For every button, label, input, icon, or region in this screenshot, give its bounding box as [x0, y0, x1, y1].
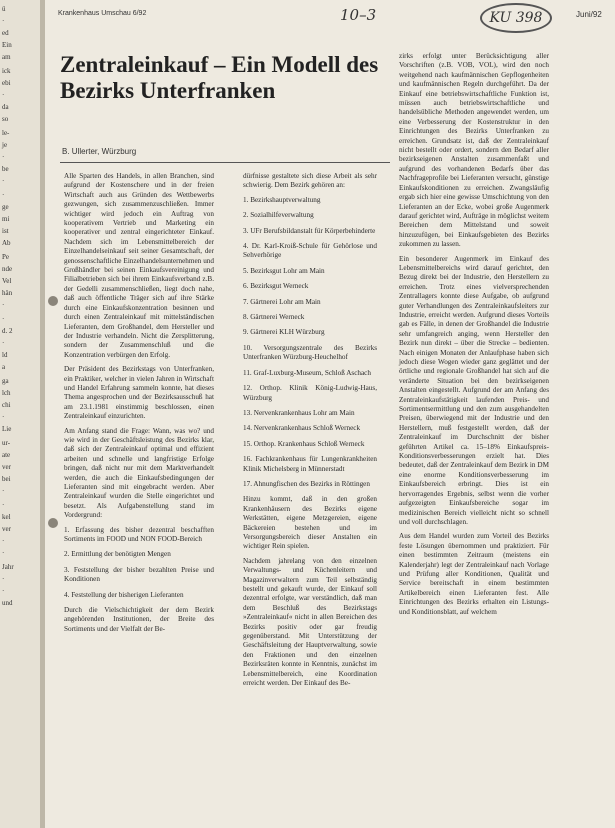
paragraph: zirks erfolgt unter Berücksichtigung aller Vorschriften (z.B. VOB, VOL), wird den noch weitgehend nach kaufmännischen Gepflogenheiten und kaufmännischen Regeln durchgeführt. Da der Einkauf eine betriebswirtschaftliche Funktion ist, müssen auch betriebswirtschaftliche und handelsübliche Methoden angewendet werden, um eine Verbesserung der Kostenstruktur in den Einrichtungen des Bezirks Unterfranken zu erreichen. Grundsatz ist, daß der Zentraleinkauf nicht bestellt oder ordert, sondern den Bedarf aller bezirkseigenen Anstalten zusammenfaßt und aufgrund des vorhandenen Bedarfs über das Nachfrageprofile bei Lieferanten versucht, günstige Einkaufskonditionen zu erreichen. Zwangsläufig ergab sich hier eine gewisse Umschichtung von den Lieferanten an der Ecke, wobei große Augenmerk darauf gerichtet wird, Aufträge in möglichst weitem Bereichen dem Mittelstand und soweit hinzuzufügen, bei Einkaufsgebieten des Bezirks zukommen zu lassen.	[399, 52, 549, 249]
institution-item: 14. Nervenkrankenhaus Schloß Werneck	[243, 424, 361, 433]
institution-item: 15. Orthop. Krankenhaus Schloß Werneck	[243, 439, 365, 448]
institution-item: 16. Fachkrankenhaus für Lungenkrankheiten Klinik Michelsberg in Münnerstadt	[243, 455, 377, 473]
margin-fragment: ·	[2, 91, 5, 99]
margin-fragment: ·	[2, 549, 5, 557]
margin-fragment: ld	[2, 351, 8, 359]
corner-date: Juni/92	[576, 10, 602, 19]
journal-header: Krankenhaus Umschau 6/92	[58, 10, 147, 17]
paragraph: Nachdem jahrelang von den einzelnen Verwaltungs- und Küchenleitern und Magazinverwaltern zum Teil selbständig bestellt und gekauft wurde, der Einkauf soll dezentral erfolgte, war verständlich, daß man dem Beschluß des Bezirkstags »Zentraleinkauf« nicht in allen Bereichen des Bezirks positiv oder gar freudig gegenüberstand. Mit Unterstützung der Geschäftsleitung der Hauptverwaltung, sowie den Fraktionen und den einzelnen Bezirksräten konnte in Kenntnis, zunächst im Lebensmittelbereich, eine Koordination erreicht werden. Der Einkauf des Be-	[243, 556, 377, 688]
paragraph: Aus dem Handel wurden zum Vorteil des Bezirks feste Lösungen übernommen und praktiziert. Für einen bestimmten Zeitraum (meistens ein Kalenderjahr) legt der Zentraleinkauf nach Vorlage und Prüfung aller Konditionen, Qualität und Service bereitschaft in einem bestimmten Artikelbereich einen Lieferanten fest. Alle Einrichtungen des Bezirks erhalten ein Listungs- und Konditionsblatt, auf welchem	[399, 532, 549, 616]
margin-fragment: Pe	[2, 253, 9, 261]
institution-item: 12. Orthop. Klinik König-Ludwig-Haus, Würzburg	[243, 384, 377, 402]
institution-item: 11. Graf-Luxburg-Museum, Schloß Aschach	[243, 368, 371, 377]
paragraph: Am Anfang stand die Frage: Wann, was wo? und wie wird in der Geschäftsleistung des Bezirks klar, daß sich der Zentraleinkauf optimal und effizient arbeiten und schnelle und langfristige Erfolge bringen, daß nicht nur mit dem Marktverhandelt werden, die auch die Einkaufsbedingungen der Lieferanten sind mit eingebracht werden. Aber Zentraleinkauf wurden die Stelle eingerichtet und besetzt. Als Aufgabenstellung stand im Vordergrund:	[64, 426, 214, 520]
margin-fragment: mi	[2, 215, 10, 223]
paragraph: Alle Sparten des Handels, in allen Branchen, sind aufgrund der Kostenschere und in der freien Wirtschaft auch aus Gründen des Wettbewerbs gezwungen, sich zusammenzuschließen. Immer wichtiger wird jedoch ein Auftrag von kooperativem Vertrieb und Marketing ein kooperativer und zentral eingerichteter Einkauf. Nachdem sich im Lebensmittelbereich der Einzelhandelseinkauf seit seiner Gesamtschaft, der genossenschaftliche Einzelhandelsunternehmen und Großhändler bei seinen Einkaufsvereinigung und Filialbetrieben sich bei ihrem Einkaufsverband z.B. der Gedelli zusammenschließen, liegt doch nahe, daß auch öffentliche Träger sich auf ihre Stärke durch eine Einkaufskonzentration besinnen und durch einen Zentraleinkauf mit mittelständischen Lieferanten, dem Großhandel, dem Hersteller und der Industrie verhandeln. Nicht die Zersplitterung, sondern der Zusammenschluß und die Konzentration verbürgen den Erfolg.	[64, 172, 214, 359]
margin-fragment: am	[2, 53, 11, 61]
margin-fragment: ·	[2, 339, 5, 347]
margin-fragment: ed	[2, 29, 9, 37]
handwritten-reference: 10–3	[340, 6, 377, 24]
margin-fragment: ·	[2, 153, 5, 161]
task-list-item: 4. Feststellung der bisherigen Lieferanten	[64, 590, 184, 599]
margin-fragment: ·	[2, 191, 5, 199]
archive-stamp: KU 398	[480, 3, 552, 33]
task-list-item: 1. Erfassung des bisher dezentral beschafften Sortiments im FOOD und NON FOOD-Bereich	[64, 525, 214, 544]
margin-fragment: nde	[2, 265, 13, 273]
institution-item: 6. Bezirksgut Werneck	[243, 282, 309, 291]
title-rule	[60, 162, 390, 163]
task-list-item: 3. Feststellung der bisher bezahlten Preise und Konditionen	[64, 565, 214, 584]
margin-fragment: ·	[2, 487, 5, 495]
paragraph: Der Präsident des Bezirkstags von Unterfranken, ein Praktiker, welcher in vielen Jahren in Wirtschaft und Handel Erfahrung sammeln konnte, hat dieses Thema angesprochen und der Bezirksausschuß hat am 23.1.1981 einstimmig beschlossen, einen Zentraleinkauf einzurichten.	[64, 365, 214, 421]
margin-fragment: ge	[2, 203, 9, 211]
margin-fragment: da	[2, 103, 9, 111]
margin-fragment: ver	[2, 525, 11, 533]
margin-fragment: ist	[2, 227, 9, 235]
margin-fragment: ·	[2, 501, 5, 509]
margin-fragment: je	[2, 141, 8, 149]
margin-fragment: ·	[2, 301, 5, 309]
margin-fragment: ·	[2, 575, 5, 583]
margin-fragment: ·	[2, 413, 5, 421]
paragraph: Ein besonderer Augenmerk im Einkauf des Lebensmittelbereichs wird darauf gerichtet, den Bezug direkt bei der Industrie, den Herstellern zu erreichen. Trotz eines vielversprechenden Zentrallagers konnte diese Aufgabe, ob aufgrund guter Verhandlungen des Zentraleinkaufsleiters zur Industrie, erreicht werden. Aufgrund dieses Vorteils gab es Fälle, in denen der Großhandel die Industrie sehr umfangreich anging, wenn Hersteller den Bezirk nun direkt – über die Strecke – bedienten. Nach einigen Monaten der Anlaufphase haben sich jedoch diese Wogen wieder ganz geglättet und der örtliche und regionale Großhandel hat sich auf die veränderte Situation bei den bezirkseigenen Anstalten eingestellt. Aufgrund der am Anfang des Zentraleinkaufstätigkeit laufenden Preis- und Sortimentsermittlung und den zum ausgehandelten Preisen, überwiegend mit der Industrie und den Herstellern, muß festgestellt werden, daß der Zentraleinkauf im Durchschnitt der bisher geführten Artikel ca. 15–18% Einkaufspreis- Konditionsverbesserungen erzielt hat. Dies bedeutet, daß der Zentraleinkauf dem Bezirk in DM eine enorme Konditionsverbesserung im Einkaufsbereich erbringt. Dies ist ein hervorragendes Ergebnis, selbst wenn die vorher aufgezeigten Einkaufsbereiche sogar im medizinischen Bereich vielleicht nicht so schnell und voll durchschlagen.	[399, 254, 549, 526]
margin-fragment: und	[2, 599, 13, 607]
margin-fragment: ·	[2, 177, 5, 185]
margin-fragment: ·	[2, 17, 5, 25]
margin-fragment: Lie	[2, 425, 12, 433]
paragraph: Hinzu kommt, daß in den großen Krankenhäusern des Bezirks eigene Werkstätten, eigene Metzgereien, eigene Bäckereien bestehen und im Versorgungsbereich dieser Anstalten ein wichtiger Rein spielen.	[243, 495, 377, 551]
margin-fragment: Ein	[2, 41, 12, 49]
institution-item: 17. Ahnungfischen des Bezirks in Röttingen	[243, 479, 370, 488]
margin-fragment: ate	[2, 451, 11, 459]
column-3	[399, 52, 549, 622]
paragraph: dürfnisse gestaltete sich diese Arbeit als sehr schwierig. Dem Bezirk gehören an:	[243, 172, 377, 190]
article-author: B. Ullerter, Würzburg	[62, 147, 137, 156]
punch-hole-top	[48, 296, 58, 306]
adjacent-page-strip	[0, 0, 41, 828]
institution-item: 10. Versorgungszentrale des Bezirks Unterfranken Würzburg-Heuchelhof	[243, 343, 377, 362]
margin-fragment: ver	[2, 463, 11, 471]
column-2	[243, 172, 377, 693]
margin-fragment: d. 2	[2, 327, 13, 335]
paragraph: Durch die Vielschichtigkeit der dem Bezirk angehörenden Institutionen, der Breite des Sortiments und der Vielfalt der Be-	[64, 606, 214, 633]
institution-item: 4. Dr. Karl-Kroiß-Schule für Gehörlose und Sehverhörige	[243, 242, 377, 260]
margin-fragment: be	[2, 165, 9, 173]
institution-item: 2. Sozialhilfeverwaltung	[243, 211, 314, 220]
margin-fragment: ur-	[2, 439, 11, 447]
task-list-item: 2. Ermittlung der benötigten Mengen	[64, 550, 171, 559]
margin-fragment: ·	[2, 587, 5, 595]
margin-fragment: Vel	[2, 277, 12, 285]
margin-fragment: ebi	[2, 79, 11, 87]
institution-item: 1. Bezirkshauptverwaltung	[243, 195, 321, 204]
margin-fragment: Jahr	[2, 563, 14, 571]
margin-fragment: a	[2, 363, 6, 371]
column-1	[64, 172, 214, 639]
institution-item: 13. Nervenkrankenhaus Lohr am Main	[243, 408, 355, 417]
institution-item: 3. UFr Berufsbildanstalt für Körperbehinderte	[243, 226, 376, 235]
margin-fragment: le-	[2, 129, 10, 137]
margin-fragment: Ab	[2, 239, 11, 247]
margin-fragment: lch	[2, 389, 11, 397]
institution-item: 7. Gärtnerei Lohr am Main	[243, 297, 321, 306]
margin-fragment: ·	[2, 315, 5, 323]
margin-fragment: ga	[2, 377, 9, 385]
institution-item: 8. Gärtnerei Werneck	[243, 313, 305, 322]
margin-fragment: hän	[2, 289, 13, 297]
margin-fragment: so	[2, 115, 9, 123]
margin-fragment: ick	[2, 67, 11, 75]
institution-item: 9. Gärtnerei KLH Würzburg	[243, 328, 325, 337]
punch-hole-bottom	[48, 518, 58, 528]
margin-fragment: bei	[2, 475, 11, 483]
margin-fragment: kel	[2, 513, 11, 521]
margin-fragment: ü	[2, 5, 6, 13]
margin-fragment: ·	[2, 537, 5, 545]
institution-item: 5. Bezirksgut Lohr am Main	[243, 266, 325, 275]
margin-fragment: chi	[2, 401, 11, 409]
article-title: Zentraleinkauf – Ein Modell des Bezirks Unterfranken	[60, 52, 379, 103]
